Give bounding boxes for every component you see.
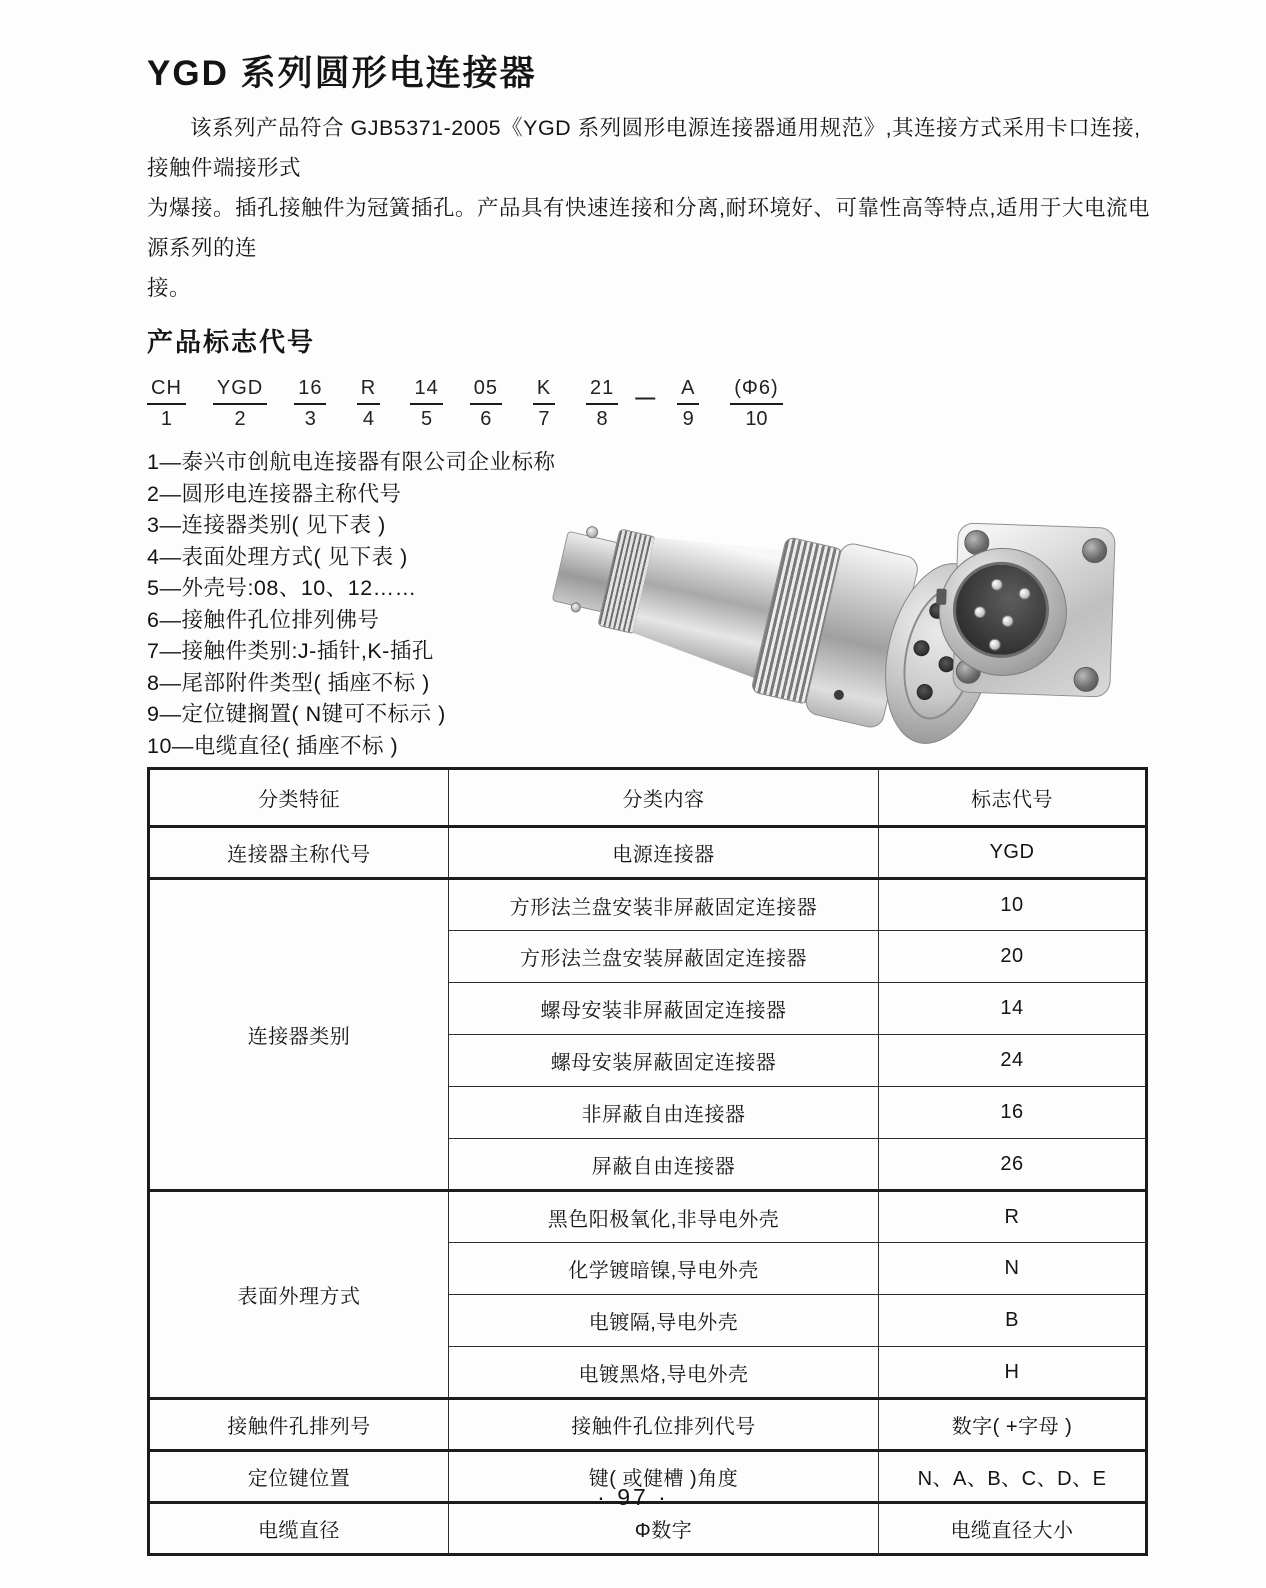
- cell-feature: 表面外理方式: [149, 1191, 449, 1399]
- intro-line: 接。: [147, 276, 192, 300]
- cell-content: 化学镀暗镍,导电外壳: [449, 1243, 879, 1295]
- cell-content: 非屏蔽自由连接器: [449, 1087, 879, 1139]
- cell-code: 24: [879, 1035, 1147, 1087]
- page-title: YGD 系列圆形电连接器: [147, 54, 537, 93]
- legend-item: 8—尾部附件类型( 插座不标 ): [147, 670, 430, 695]
- table-row: [149, 1191, 1147, 1243]
- classification-table: [147, 767, 1148, 1556]
- code-dash-separator: —: [635, 387, 657, 409]
- connector-photo: [547, 469, 1147, 739]
- legend-item: 9—定位键搁置( N键可不标示 ): [147, 702, 446, 726]
- cell-content: 屏蔽自由连接器: [449, 1139, 879, 1191]
- cell-feature: 电缆直径: [149, 1503, 449, 1555]
- receptacle-photo: [952, 522, 1116, 697]
- legend-item: 4—表面处理方式( 见下表 ): [147, 544, 408, 569]
- code-part-series: YGD 2: [213, 377, 267, 431]
- legend-item: 10—电缆直径( 插座不标 ): [147, 733, 399, 758]
- code-part-contact-type: K 7: [529, 377, 559, 431]
- receptacle-cavity: [951, 560, 1050, 659]
- cell-content: 电镀黑烙,导电外壳: [449, 1347, 879, 1399]
- cell-code: H: [879, 1347, 1147, 1399]
- cell-content: 方形法兰盘安装非屏蔽固定连接器: [449, 879, 879, 931]
- receptacle-pin: [1001, 615, 1013, 627]
- cell-content: 螺母安装非屏蔽固定连接器: [449, 983, 879, 1035]
- intro-line: 为爆接。插孔接触件为冠簧插孔。产品具有快速连接和分离,耐环境好、可靠性高等特点,适用于大电流电源系列的连: [147, 196, 1150, 260]
- cell-feature: 连接器类别: [149, 879, 449, 1191]
- page-number: · 97 ·: [597, 1484, 669, 1510]
- receptacle-pin: [989, 638, 1001, 650]
- code-part-rear-accessory: 21 8: [586, 377, 618, 431]
- code-part-cable-diameter: (Φ6) 10: [730, 377, 782, 431]
- cell-content: 电源连接器: [449, 827, 879, 879]
- column-header-code: 标志代号: [879, 769, 1147, 827]
- intro-line: 该系列产品符合 GJB5371-2005《YGD 系列圆形电源连接器通用规范》,其连接方式采用卡口连接,接触件端接形式: [147, 116, 1141, 180]
- legend-item: 2—圆形电连接器主称代号: [147, 481, 402, 506]
- cell-feature: 接触件孔排列号: [149, 1399, 449, 1451]
- cell-feature: 定位键位置: [149, 1451, 449, 1503]
- receptacle-pin: [1018, 587, 1030, 599]
- cell-code: 数字( +字母 ): [879, 1399, 1147, 1451]
- cell-code: 电缆直径大小: [879, 1503, 1147, 1555]
- table-row: [149, 827, 1147, 879]
- column-header-feature: 分类特征: [149, 769, 449, 827]
- cell-code: B: [879, 1295, 1147, 1347]
- cell-content: 黑色阳极氧化,非导电外壳: [449, 1191, 879, 1243]
- cell-content: 方形法兰盘安装屏蔽固定连接器: [449, 931, 879, 983]
- cell-code: 26: [879, 1139, 1147, 1191]
- table-header-row: [149, 769, 1147, 827]
- cell-content: 电镀隔,导电外壳: [449, 1295, 879, 1347]
- code-part-insert-arrangement: 05 6: [470, 377, 502, 431]
- cell-code: YGD: [879, 827, 1147, 879]
- legend-item: 6—接触件孔位排列佛号: [147, 607, 380, 632]
- legend-item: 5—外壳号:08、10、12……: [147, 576, 417, 600]
- cell-code: 14: [879, 983, 1147, 1035]
- column-header-content: 分类内容: [449, 769, 879, 827]
- socket-hole: [915, 682, 934, 701]
- code-part-company: CH 1: [147, 377, 186, 431]
- socket-hole: [912, 639, 931, 658]
- receptacle-pin: [974, 606, 986, 618]
- page-content: [147, 46, 1151, 1556]
- cell-content: 键( 或健槽 )角度: [449, 1451, 879, 1503]
- receptacle-pin: [991, 578, 1003, 590]
- table-row: [149, 879, 1147, 931]
- receptacle-keyway: [936, 589, 947, 605]
- cell-code: N、A、B、C、D、E: [879, 1451, 1147, 1503]
- code-part-finish: R 4: [353, 377, 383, 431]
- legend-item: 7—接触件类别:J-插针,K-插孔: [147, 639, 434, 663]
- cell-code: 20: [879, 931, 1147, 983]
- intro-paragraph: [147, 108, 1151, 308]
- legend-item: 3—连接器类别( 见下表 ): [147, 513, 386, 537]
- legend-and-photo-section: [147, 447, 1151, 758]
- product-code-diagram: [147, 377, 1151, 431]
- code-part-category: 16 3: [294, 377, 326, 431]
- code-part-shell-size: 14 5: [410, 377, 442, 431]
- legend-item: 1—泰兴市创航电连接器有限公司企业标称: [147, 450, 556, 474]
- cell-code: 16: [879, 1087, 1147, 1139]
- cell-content: 螺母安装屏蔽固定连接器: [449, 1035, 879, 1087]
- section-heading-product-code: 产品标志代号: [147, 327, 316, 357]
- cell-feature: 连接器主称代号: [149, 827, 449, 879]
- code-part-key-position: A 9: [673, 377, 703, 431]
- cell-content: Φ数字: [449, 1503, 879, 1555]
- cell-code: 10: [879, 879, 1147, 931]
- cell-code: N: [879, 1243, 1147, 1295]
- table-row: [149, 1399, 1147, 1451]
- cell-code: R: [879, 1191, 1147, 1243]
- plug-photo: [535, 478, 1009, 772]
- cell-content: 接触件孔位排列代号: [449, 1399, 879, 1451]
